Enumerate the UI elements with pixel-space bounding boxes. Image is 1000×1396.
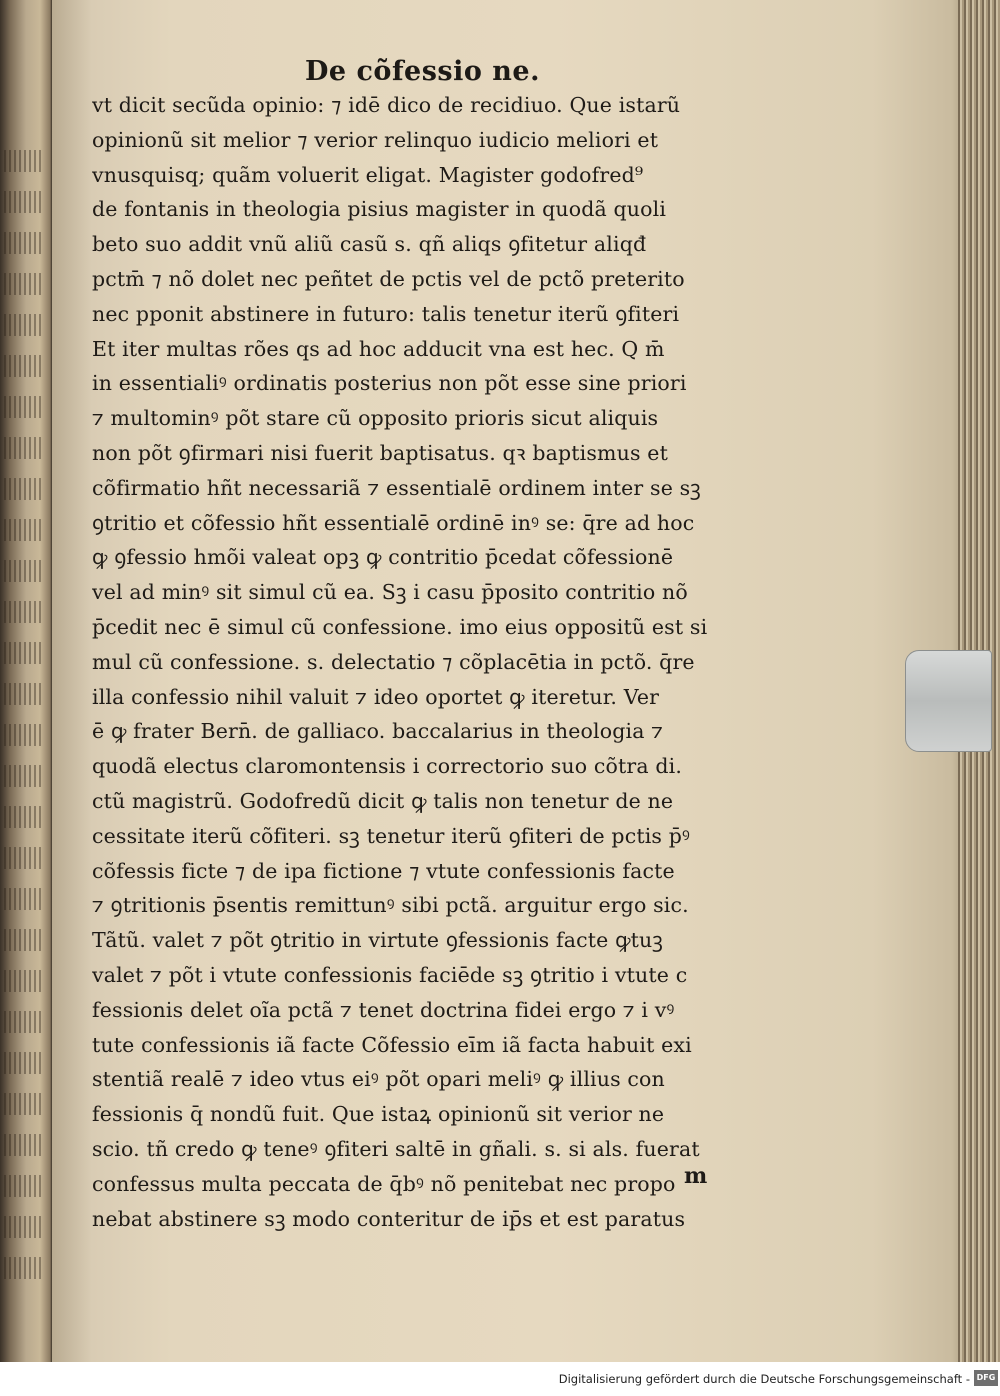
text-line: quodã electus claromontensis i correctorio suo cõtra di. <box>92 754 683 779</box>
text-line: vnusquisq; quãm voluerit eligat. Magister godofred⁹ <box>92 162 644 187</box>
text-line: ctũ magistrũ. Godofredũ dicit ꝙ talis non tenetur de ne <box>92 788 674 813</box>
facing-page-text-fragments <box>4 150 44 1300</box>
text-line: de fontanis in theologia pisius magister in quodã quoli <box>92 197 667 222</box>
text-line: scio. tñ credo ꝙ teneꝰ ꝯfiteri saltē in gñali. s. si als. fuerat <box>92 1136 700 1161</box>
text-line: cõfirmatio hñt necessariã ⁊ essentialē ordinem inter se sꝫ <box>92 475 701 500</box>
text-line: vel ad minꝰ sit simul cũ ea. Sꝫ i casu p̄posito contritio nõ <box>92 580 688 605</box>
running-headline: De cõfessio ne. <box>305 56 541 87</box>
catchword: m <box>684 1163 708 1189</box>
text-line: stentiã realē ⁊ ideo vtus eiꝰ põt opari meliꝰ ꝙ illius con <box>92 1067 665 1092</box>
text-line: ꝙ ꝯfessio hmõi valeat opꝫ ꝙ contritio p̄cedat cõfessionē <box>92 545 674 570</box>
text-line: tute confessionis iã facte Cõfessio eīm iã facta habuit exi <box>92 1032 692 1057</box>
text-line: Tãtũ. valet ⁊ põt ꝯtritio in virtute ꝯfessionis facte ꝙtuꝫ <box>92 928 663 953</box>
text-line: opinionũ sit melior ⁊ verior relinquo iudicio meliori et <box>92 127 659 152</box>
text-line: ꝯtritio et cõfessio hñt essentialē ordinē inꝰ se: q̄re ad hoc <box>92 510 695 535</box>
text-line: ⁊ ꝯtritionis p̄sentis remittunꝰ sibi pctã. arguitur ergo sic. <box>92 893 689 918</box>
dfg-logo: DFG <box>974 1370 998 1386</box>
text-line: non põt ꝯfirmari nisi fuerit baptisatus. qꝛ baptismus et <box>92 440 668 465</box>
text-line: cõfessis ficte ⁊ de ipa fictione ⁊ vtute confessionis facte <box>92 858 675 883</box>
funding-credit: Digitalisierung gefördert durch die Deutsche Forschungsgemeinschaft - <box>558 1372 970 1386</box>
text-line: beto suo addit vnũ aliũ casũ s. qñ aliqs ꝯfitetur aliqđ <box>92 232 647 257</box>
text-line: fessionis q̄ nondũ fuit. Que istaꝝ opinionũ sit verior ne <box>92 1102 665 1127</box>
text-line: vt dicit secũda opinio: ⁊ idē dico de recidiuo. Que istarũ <box>92 93 681 117</box>
text-line: cessitate iterũ cõfiteri. sꝫ tenetur iterũ ꝯfiteri de pctis p̄ꝰ <box>92 823 691 848</box>
text-line: mul cũ confessione. s. delectatio ⁊ cõplacētia in pctõ. q̄re <box>92 649 695 674</box>
text-line: nec pponit abstinere in futuro: talis tenetur iterũ ꝯfiteri <box>92 301 680 326</box>
footer-bar <box>0 1362 1000 1396</box>
text-line: Et iter multas rões qs ad hoc adducit vna est hec. Q m̄ <box>92 336 665 361</box>
text-line: confessus multa peccata de q̄bꝰ nõ penitebat nec propo <box>92 1171 676 1196</box>
page-clip <box>905 650 992 752</box>
text-line: illa confessio nihil valuit ⁊ ideo oportet ꝙ iteretur. Ver <box>92 684 660 709</box>
facing-page-edge <box>0 0 52 1362</box>
text-line: in essentialiꝰ ordinatis posterius non põt esse sine priori <box>92 371 687 396</box>
text-line: valet ⁊ põt i vtute confessionis faciēde sꝫ ꝯtritio i vtute c <box>92 962 688 987</box>
text-line: ⁊ multominꝰ põt stare cũ opposito prioris sicut aliquis <box>92 406 659 431</box>
text-line: ē ꝙ frater Bern̄. de galliaco. baccalarius in theologia ⁊ <box>92 719 664 744</box>
text-line: p̄cedit nec ē simul cũ confessione. imo eius oppositũ est si <box>92 614 708 639</box>
page-body-text <box>92 88 792 1236</box>
text-line: nebat abstinere sꝫ modo conteritur de ip̄s et est paratus <box>92 1206 686 1231</box>
text-line: pctm̄ ⁊ nõ dolet nec peñtet de pctis vel de pctõ preterito <box>92 266 685 291</box>
text-line: fessionis delet oĩa pctã ⁊ tenet doctrina fidei ergo ⁊ i vꝰ <box>92 997 675 1022</box>
